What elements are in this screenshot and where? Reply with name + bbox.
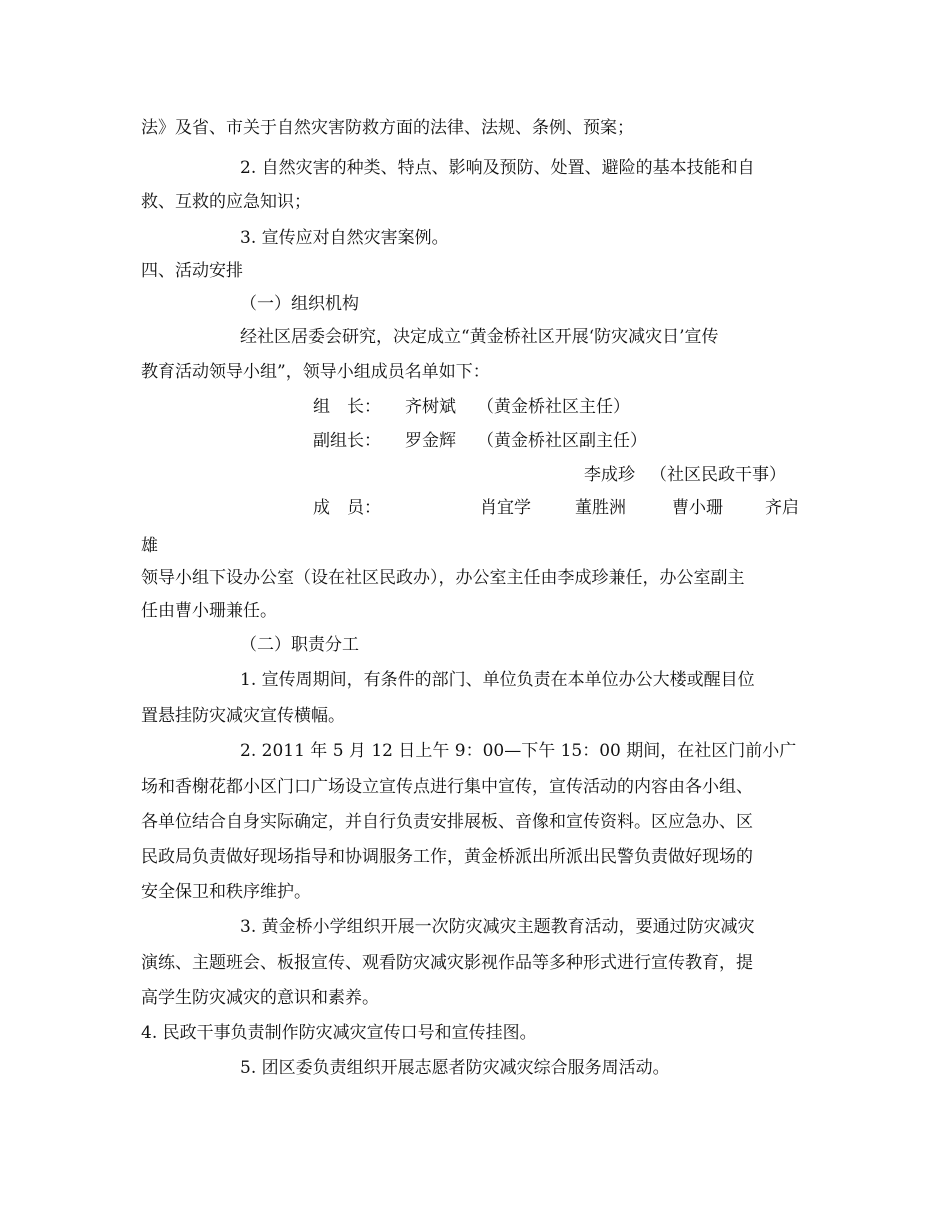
member-name: 曹小珊: [672, 498, 723, 518]
leader-role: 组 长：: [313, 397, 381, 417]
deputy-title: （黄金桥社区副主任）: [477, 431, 647, 451]
deputy2-title: （社区民政干事）: [650, 465, 786, 485]
list-item-line: 4. 民政干事负责制作防灾减灾宣传口号和宣传挂图。: [141, 1023, 537, 1043]
leader-title: （黄金桥社区主任）: [477, 397, 630, 417]
list-item-line: 3. 黄金桥小学组织开展一次防灾减灾主题教育活动，要通过防灾减灾: [240, 917, 755, 937]
paragraph-line: 置悬挂防灾减灾宣传横幅。: [141, 706, 345, 726]
list-item-line: 1. 宣传周期间，有条件的部门、单位负责在本单位办公大楼或醒目位: [240, 670, 755, 690]
list-item-line: 3. 宣传应对自然灾害案例。: [240, 228, 449, 248]
subsection-heading: （一）组织机构: [240, 294, 359, 314]
list-item-line: 5. 团区委负责组织开展志愿者防灾减灾综合服务周活动。: [240, 1058, 670, 1078]
list-item-line: 2. 自然灾害的种类、特点、影响及预防、处置、避险的基本技能和自: [240, 158, 755, 178]
paragraph-line: 场和香榭花都小区门口广场设立宣传点进行集中宣传，宣传活动的内容由各小组、: [141, 777, 753, 797]
subsection-heading: （二）职责分工: [240, 635, 359, 655]
section-heading: 四、活动安排: [141, 261, 243, 281]
member-name: 齐启: [765, 498, 799, 518]
deputy-role: 副组长：: [313, 431, 381, 451]
paragraph-line: 安全保卫和秩序维护。: [141, 882, 311, 902]
paragraph-line: 教育活动领导小组”，领导小组成员名单如下：: [141, 362, 490, 382]
list-item-line: 2. 2011 年 5 月 12 日上午 9：00—下午 15：00 期间，在社区门前小广: [240, 741, 797, 761]
paragraph-line: 民政局负责做好现场指导和协调服务工作，黄金桥派出所派出民警负责做好现场的: [141, 847, 753, 867]
paragraph-line: 经社区居委会研究，决定成立“黄金桥社区开展‘防灾减灾日’宣传: [240, 327, 719, 347]
leader-name: 齐树斌: [405, 397, 456, 417]
deputy2-name: 李成珍: [584, 465, 635, 485]
paragraph-line: 高学生防灾减灾的意识和素养。: [141, 988, 379, 1008]
paragraph-line: 法》及省、市关于自然灾害防救方面的法律、法规、条例、预案；: [141, 118, 634, 138]
paragraph-line: 领导小组下设办公室（设在社区民政办），办公室主任由李成珍兼任，办公室副主: [141, 568, 745, 588]
paragraph-line: 任由曹小珊兼任。: [141, 601, 277, 621]
member-name: 肖宜学: [480, 498, 531, 518]
members-role: 成 员：: [313, 498, 381, 518]
paragraph-line: 演练、主题班会、板报宣传、观看防灾减灾影视作品等多种形式进行宣传教育，提: [141, 953, 753, 973]
paragraph-line: 救、互救的应急知识；: [141, 192, 311, 212]
paragraph-line: 雄: [141, 536, 158, 556]
paragraph-line: 各单位结合自身实际确定，并自行负责安排展板、音像和宣传资料。区应急办、区: [141, 812, 753, 832]
deputy-name: 罗金辉: [405, 431, 456, 451]
member-name: 董胜洲: [575, 498, 626, 518]
